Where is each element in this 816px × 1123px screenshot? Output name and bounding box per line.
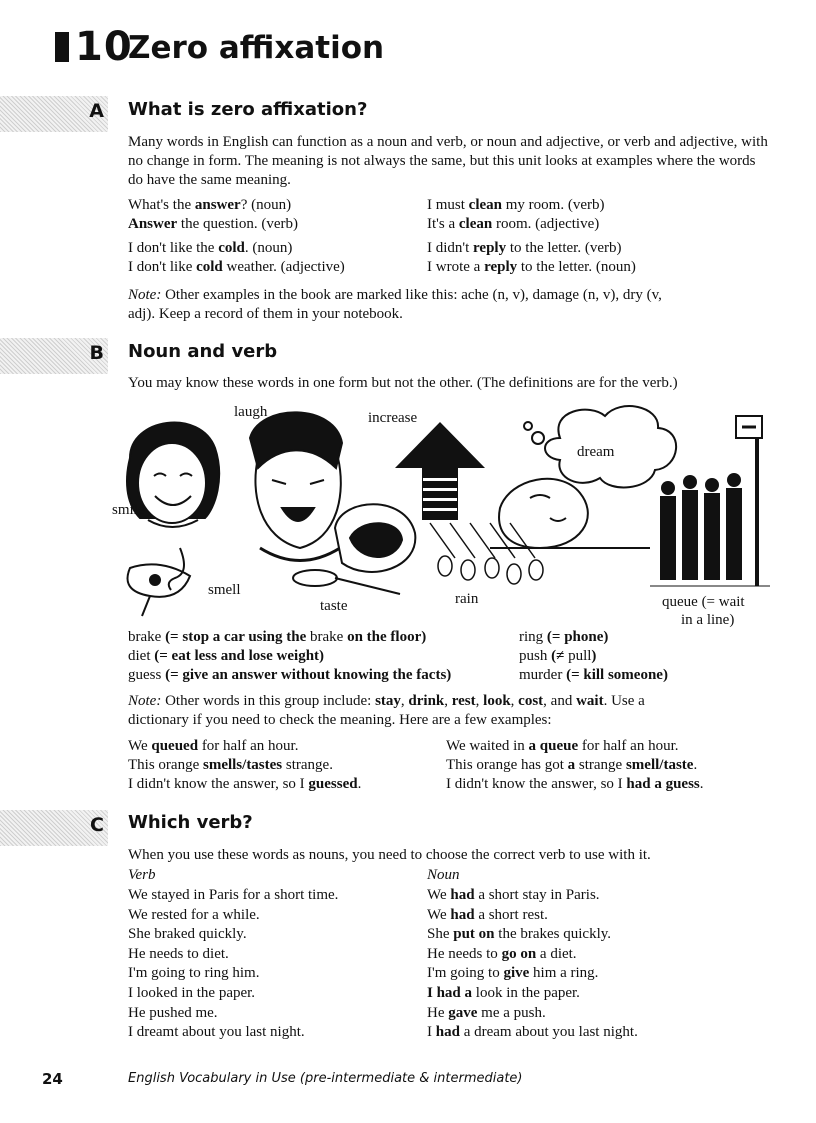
- label-smile: smile: [112, 502, 145, 518]
- keyword: I had a: [427, 985, 473, 1001]
- example-left: [128, 737, 298, 756]
- keyword: had: [435, 1024, 460, 1041]
- text-segment: ring: [519, 629, 544, 645]
- keyword: queued: [151, 738, 199, 754]
- example-left: [128, 196, 291, 215]
- text-segment: I don't like the: [128, 240, 219, 256]
- unit-bar: [55, 32, 69, 62]
- verb-sentence: I dreamt about you last night.: [128, 1024, 305, 1041]
- text-segment: .: [693, 757, 698, 773]
- keyword: reply: [484, 259, 518, 275]
- keyword: had a guess: [626, 776, 700, 792]
- text-segment: I didn't know the answer, so I: [128, 776, 309, 792]
- keyword: (= eat less and lose weight): [150, 648, 325, 664]
- example-left: [128, 239, 292, 258]
- text-segment: push: [519, 648, 548, 664]
- section-b-note: Note: Other words in this group include: stay, drink, rest, look, cost, and wait. Use a: [128, 693, 645, 709]
- noun-sentence: [427, 984, 580, 1003]
- keyword: smells/tastes: [202, 757, 283, 773]
- section-c-marker: [0, 810, 108, 846]
- text-segment: I'm going to: [427, 965, 504, 982]
- dream-drawing: [490, 406, 676, 548]
- keyword: clean: [458, 216, 493, 232]
- verb-sentence: He needs to diet.: [128, 945, 229, 962]
- note-word: cost: [518, 693, 544, 709]
- example-right: [427, 239, 621, 258]
- text-segment: .: [699, 776, 704, 792]
- keyword: answer: [194, 197, 241, 213]
- increase-arrow-drawing: [395, 422, 485, 520]
- label-laugh: laugh: [234, 404, 268, 420]
- keyword: had: [450, 906, 475, 923]
- keyword: on the floor): [343, 629, 427, 645]
- text-segment: to the letter. (noun): [517, 259, 636, 275]
- noun-sentence: [427, 945, 577, 964]
- verb-sentence: She braked quickly.: [128, 926, 247, 943]
- noun-sentence: [427, 925, 611, 944]
- verb-sentence: We rested for a while.: [128, 906, 260, 923]
- verb-sentence: He pushed me.: [128, 1004, 218, 1021]
- note-label: Note:: [128, 693, 162, 709]
- section-a-note: [128, 286, 662, 305]
- text-segment: I didn't: [427, 240, 474, 256]
- text-segment: weather. (adjective): [222, 259, 345, 275]
- noun-sentence: [427, 886, 600, 905]
- verb-sentence: We stayed in Paris for a short time.: [128, 887, 339, 903]
- text-segment: We: [427, 887, 451, 903]
- note-word: rest: [451, 693, 476, 709]
- keyword: Answer: [128, 216, 178, 232]
- definition-left: [128, 628, 426, 647]
- keyword: guessed: [308, 776, 358, 792]
- keyword: give: [503, 965, 530, 982]
- noun-sentence: [427, 1004, 546, 1023]
- section-b-marker: [0, 338, 108, 374]
- text-segment: my room. (verb): [502, 197, 605, 213]
- definition-left: [128, 666, 451, 685]
- text-segment: It's a: [427, 216, 459, 232]
- unit-number: [55, 24, 133, 70]
- keyword: (= phone): [543, 629, 609, 645]
- text-segment: We: [128, 738, 152, 754]
- example-right: [427, 196, 604, 215]
- keyword: (= kill someone): [562, 667, 668, 683]
- section-b-heading: Noun and verb: [128, 341, 278, 362]
- label-queue-1: queue (= wait: [662, 594, 745, 610]
- section-c-heading: Which verb?: [128, 812, 253, 833]
- label-dream: dream: [577, 444, 615, 460]
- text-segment: I wrote a: [427, 259, 485, 275]
- text-segment: .: [357, 776, 362, 792]
- text-segment: for half an hour.: [198, 738, 299, 754]
- text-segment: He: [427, 1004, 449, 1021]
- keyword: ): [591, 648, 597, 664]
- label-taste: taste: [320, 598, 348, 614]
- text-segment: for half an hour.: [578, 738, 679, 754]
- keyword: (≠: [547, 648, 569, 664]
- text-segment: guess: [128, 667, 162, 683]
- text-segment: brake: [310, 629, 344, 645]
- text-segment: We waited in: [446, 738, 529, 754]
- label-queue-2: in a line): [681, 612, 735, 628]
- text-segment: He needs to: [427, 945, 502, 962]
- text-segment: me a push.: [477, 1004, 546, 1021]
- text-segment: to the letter. (verb): [506, 240, 622, 256]
- text-segment: look in the paper.: [472, 985, 580, 1001]
- section-b-note-line2: dictionary if you need to check the meaning. Here are a few examples:: [128, 712, 552, 728]
- section-b-letter: B: [89, 342, 104, 364]
- keyword: go on: [501, 945, 537, 962]
- noun-sentence: [427, 906, 548, 925]
- note-word: look: [483, 693, 511, 709]
- text-segment: room. (adjective): [492, 216, 600, 232]
- definition-right: [519, 628, 608, 647]
- book-title: English Vocabulary in Use (pre-intermediate & intermediate): [128, 1071, 523, 1086]
- text-segment: What's the: [128, 197, 195, 213]
- text-segment: a short rest.: [474, 906, 548, 923]
- section-a-heading: What is zero affixation?: [128, 99, 368, 120]
- example-left: [128, 215, 298, 234]
- text-segment: She: [427, 926, 454, 943]
- text-segment: a diet.: [536, 945, 577, 962]
- text-segment: I didn't know the answer, so I: [446, 776, 627, 792]
- keyword: a queue: [528, 738, 579, 754]
- example-left: [128, 258, 345, 277]
- example-right: [446, 775, 704, 794]
- definition-left: [128, 647, 324, 666]
- text-segment: strange.: [282, 757, 333, 773]
- keyword: smell/taste: [625, 757, 694, 773]
- definition-right: [519, 647, 596, 666]
- keyword: put on: [453, 926, 495, 943]
- text-segment: a short stay in Paris.: [474, 887, 600, 903]
- note-word-list: stay, drink, rest, look, cost, and wait: [375, 693, 604, 709]
- text-segment: pull: [568, 648, 592, 664]
- example-right: [427, 258, 636, 277]
- page-number: 24: [42, 1070, 63, 1088]
- text-segment: the brakes quickly.: [494, 926, 612, 943]
- keyword: a: [567, 757, 576, 773]
- definition-right: [519, 666, 668, 685]
- text-segment: the question. (verb): [177, 216, 298, 232]
- unit-number-text: 10: [75, 24, 133, 70]
- keyword: clean: [468, 197, 502, 213]
- section-a-intro: Many words in English can function as a noun and verb, or noun and adjective, or verb and adjective, with no change in form. The meaning is not always the same, but this unit looks at examples where the words do have the same meaning.: [128, 134, 768, 188]
- noun-sentence: [427, 1023, 638, 1042]
- section-c-intro: When you use these words as nouns, you need to choose the correct verb to use with it.: [128, 847, 651, 863]
- keyword: (= give an answer without knowing the facts): [161, 667, 452, 683]
- text-segment: I don't like: [128, 259, 197, 275]
- column-header-verb: Verb: [128, 867, 156, 883]
- section-b-intro: You may know these words in one form but not the other. (The definitions are for the verb.): [128, 375, 678, 391]
- smell-drawing: [128, 548, 191, 616]
- label-rain: rain: [455, 591, 479, 607]
- example-right: [427, 215, 599, 234]
- section-a-note-line2: adj). Keep a record of them in your notebook.: [128, 306, 403, 322]
- text-segment: brake: [128, 629, 162, 645]
- keyword: (= stop a car using the: [161, 629, 311, 645]
- section-c-letter: C: [90, 814, 104, 836]
- keyword: cold: [196, 259, 223, 275]
- example-left: [128, 775, 361, 794]
- text-segment: We: [427, 906, 451, 923]
- unit-title: Zero affixation: [128, 30, 385, 66]
- text-segment: a dream about you last night.: [459, 1024, 638, 1041]
- example-right: [446, 756, 697, 775]
- verb-sentence: I looked in the paper.: [128, 985, 256, 1001]
- keyword: gave: [448, 1004, 478, 1021]
- note-word: stay: [375, 693, 401, 709]
- note-line1: Other examples in the book are marked like this: ache (n, v), damage (n, v), dry (v,: [161, 287, 662, 303]
- text-segment: This orange has got: [446, 757, 568, 773]
- keyword: cold: [218, 240, 245, 256]
- text-segment: diet: [128, 648, 151, 664]
- section-a-letter: A: [89, 100, 104, 122]
- note-word: wait: [576, 693, 604, 709]
- note-word: drink: [408, 693, 445, 709]
- laughing-man-drawing: [250, 412, 342, 560]
- text-segment: ? (noun): [240, 197, 292, 213]
- text-segment: . (noun): [244, 240, 293, 256]
- section-a-marker: [0, 96, 108, 132]
- text-segment: him a ring.: [529, 965, 599, 982]
- label-smell: smell: [208, 582, 241, 598]
- example-right: [446, 737, 679, 756]
- verb-sentence: I'm going to ring him.: [128, 965, 260, 982]
- text-segment: I: [427, 1024, 436, 1041]
- taste-drawing: [293, 504, 415, 594]
- note-label: Note:: [128, 287, 162, 303]
- text-segment: strange: [575, 757, 626, 773]
- noun-sentence: [427, 964, 598, 983]
- keyword: had: [450, 887, 475, 903]
- column-header-noun: Noun: [427, 867, 460, 883]
- text-segment: This orange: [128, 757, 203, 773]
- keyword: reply: [473, 240, 507, 256]
- text-segment: I must: [427, 197, 469, 213]
- example-left: [128, 756, 333, 775]
- text-segment: murder: [519, 667, 563, 683]
- label-increase: increase: [368, 410, 418, 426]
